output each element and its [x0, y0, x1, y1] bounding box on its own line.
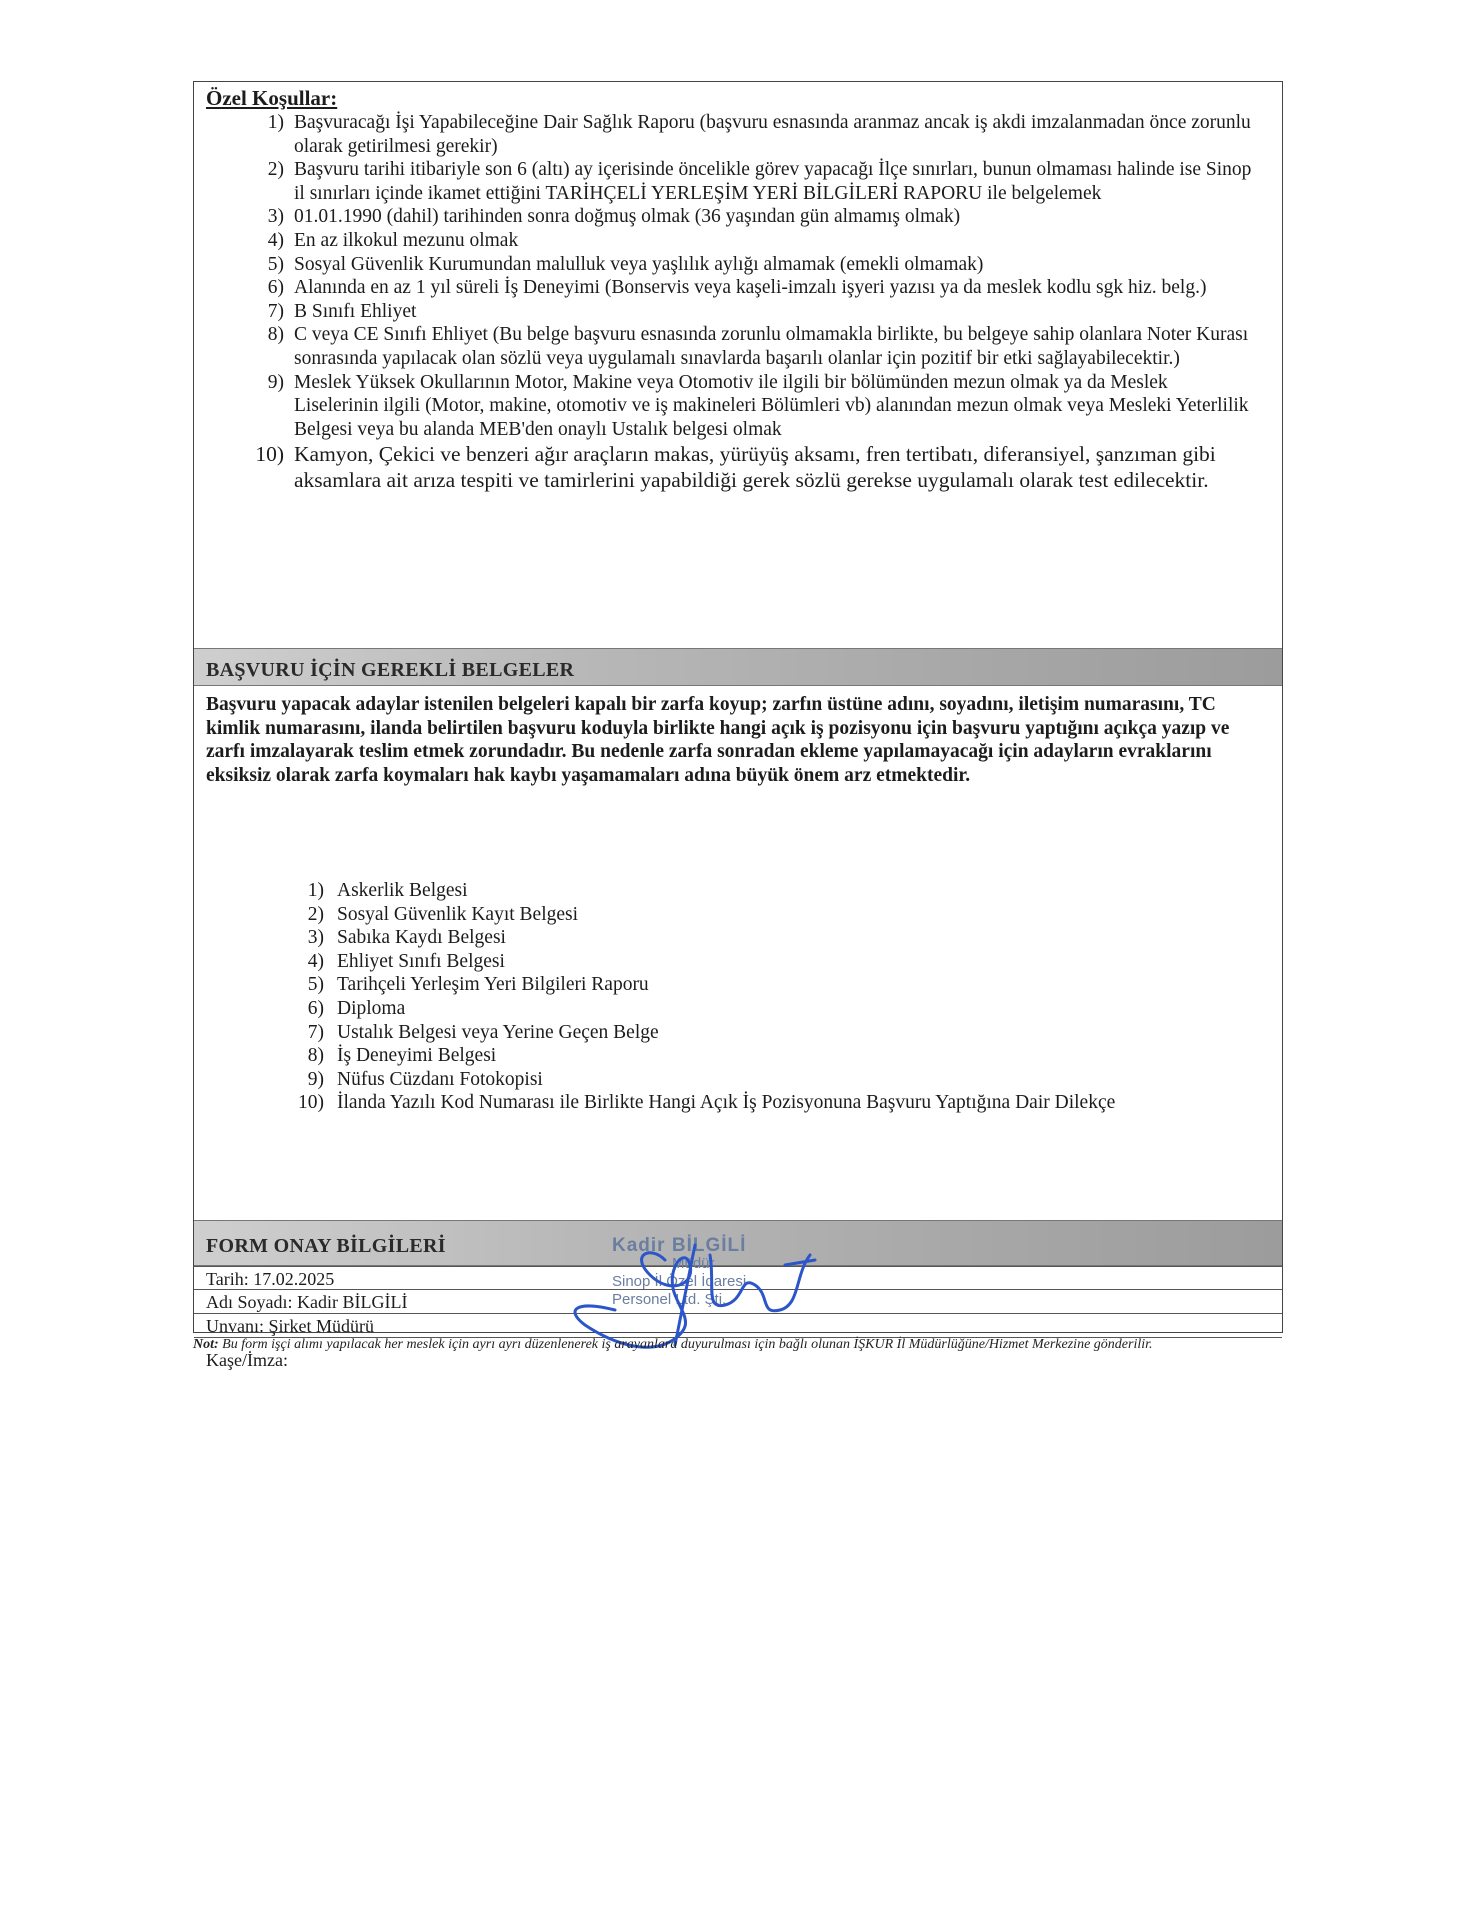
list-item: 5) Sosyal Güvenlik Kurumundan malulluk veya yaşlılık aylığı almamak (emekli olmamak): [267, 253, 984, 275]
list-item: 10) İlanda Yazılı Kod Numarası ile Birlikte Hangi Açık İş Pozisyonuna Başvuru Yaptığına Dair Dilekçe: [298, 1092, 1116, 1114]
list-item: 6) Alanında en az 1 yıl süreli İş Deneyimi (Bonservis veya kaşeli-imzalı işyeri yazısı ya da meslek kodlu sgk hiz. belg.): [267, 277, 1207, 299]
list-item: 2) Başvuru tarihi itibariyle son 6 (altı) ay içerisinde öncelikle görev yapacağı İlçe sınırları, bunun olmaması halinde ise Sinop il sınırları içinde ikamet ettiğini TARİHÇELİ YERLEŞİM YERİ BİLGİLERİ RAPORU ile belgelemek: [267, 159, 1252, 204]
list-item: 10) Kamyon, Çekici ve benzeri ağır araçların makas, yürüyüş aksamı, fren tertibatı, diferansiyel, şanzıman gibi aksamlara ait arıza tespiti ve tamirlerini yapabildiği gerek sözlü gerekse uygulamalı olarak test edilecektir.: [255, 442, 1216, 493]
list-item: 6) Diploma: [307, 997, 406, 1019]
list-item: 1) Başvuracağı İşi Yapabileceğine Dair Sağlık Raporu (başvuru esnasında aranmaz ancak iş akdi imzalanmadan önce zorunlu olarak getirilmesi gerekir): [267, 112, 1251, 157]
footer-note: Not: Bu form işçi alımı yapılacak her meslek için ayrı ayrı düzenlenerek iş arayanlara duyurulması için bağlı olunan İŞKUR İl Müdürlüğüne/Hizmet Merkezine gönderilir.: [193, 1337, 1153, 1352]
list-item: 3) 01.01.1990 (dahil) tarihinden sonra doğmuş olmak (36 yaşından gün almamış olmak): [267, 206, 961, 228]
ad-soyad-row: Adı Soyadı: Kadir BİLGİLİ: [194, 1290, 1282, 1314]
list-item: 2) Sosyal Güvenlik Kayıt Belgesi: [307, 903, 579, 925]
form-onay-heading: FORM ONAY BİLGİLERİ: [206, 1235, 446, 1257]
list-item: 1) Askerlik Belgesi: [307, 880, 468, 901]
ozel-kosullar-heading: Özel Koşullar:: [206, 86, 338, 110]
list-item: 8) İş Deneyimi Belgesi: [307, 1045, 497, 1067]
list-item: 4) Ehliyet Sınıfı Belgesi: [307, 950, 505, 972]
basvuru-heading: BAŞVURU İÇİN GEREKLİ BELGELER: [206, 659, 575, 681]
list-item: 7) B Sınıfı Ehliyet: [267, 300, 417, 322]
list-item: 3) Sabıka Kaydı Belgesi: [307, 927, 506, 949]
ozel-kosullar-list: [194, 111, 1282, 493]
list-item: 9) Nüfus Cüzdanı Fotokopisi: [307, 1068, 543, 1090]
basvuru-intro: Başvuru yapacak adaylar istenilen belgeleri kapalı bir zarfa koyup; zarfın üstüne adını, soyadını, iletişim numarasını, TC kimlik numarasını, ilanda belirtilen başvuru koduyla birlikte hangi açık iş pozisyonu için başvuru yaptığını açıkça yazıp ve zarfı imzalayarak teslim etmek zorundadır. Bu nedenle zarfa sonradan ekleme yapılamayacağı için adayların evraklarını eksiksiz olarak zarfa koymaları hak kaybı yaşamamaları adına büyük önem arz etmektedir.: [206, 694, 1230, 786]
basvuru-heading-band: [194, 648, 1282, 686]
belgeler-list: [194, 879, 1282, 1115]
list-item: 8) C veya CE Sınıfı Ehliyet (Bu belge başvuru esnasında zorunlu olmamakla birlikte, bu belgeye sahip olanlara Noter Kurası sonrasında yapılacak olan sözlü veya uygulamalı sınavlarda başarılı olanlar için pozitif bir etki sağlayabilecektir.): [267, 324, 1249, 369]
belgeler-section: [194, 879, 1282, 1239]
company-stamp: Kadir BİLGİLİ Müdür Sinop İl Özel İdaresi Personel Ltd. Şti.: [612, 1235, 747, 1308]
tarih-row: Tarih: 17.02.2025: [194, 1266, 1282, 1290]
list-item: 9) Meslek Yüksek Okullarının Motor, Makine veya Otomotiv ile ilgili bir bölümünden mezun olmak ya da Meslek Liselerinin ilgili (Motor, makine, otomotiv ve iş makineleri Bölümleri vb) alanından mezun olmak veya Mesleki Yeterlilik Belgesi veya bu alanda MEB'den onaylı Ustalık belgesi olmak: [267, 371, 1249, 440]
kase-imza-row: Kaşe/İmza:: [206, 1350, 288, 1370]
list-item: 5) Tarihçeli Yerleşim Yeri Bilgileri Raporu: [307, 974, 649, 996]
list-item: 7) Ustalık Belgesi veya Yerine Geçen Belge: [307, 1021, 659, 1043]
unvan-row: Unvanı: Şirket Müdürü: [194, 1314, 1282, 1338]
list-item: 4) En az ilkokul mezunu olmak: [267, 229, 519, 251]
